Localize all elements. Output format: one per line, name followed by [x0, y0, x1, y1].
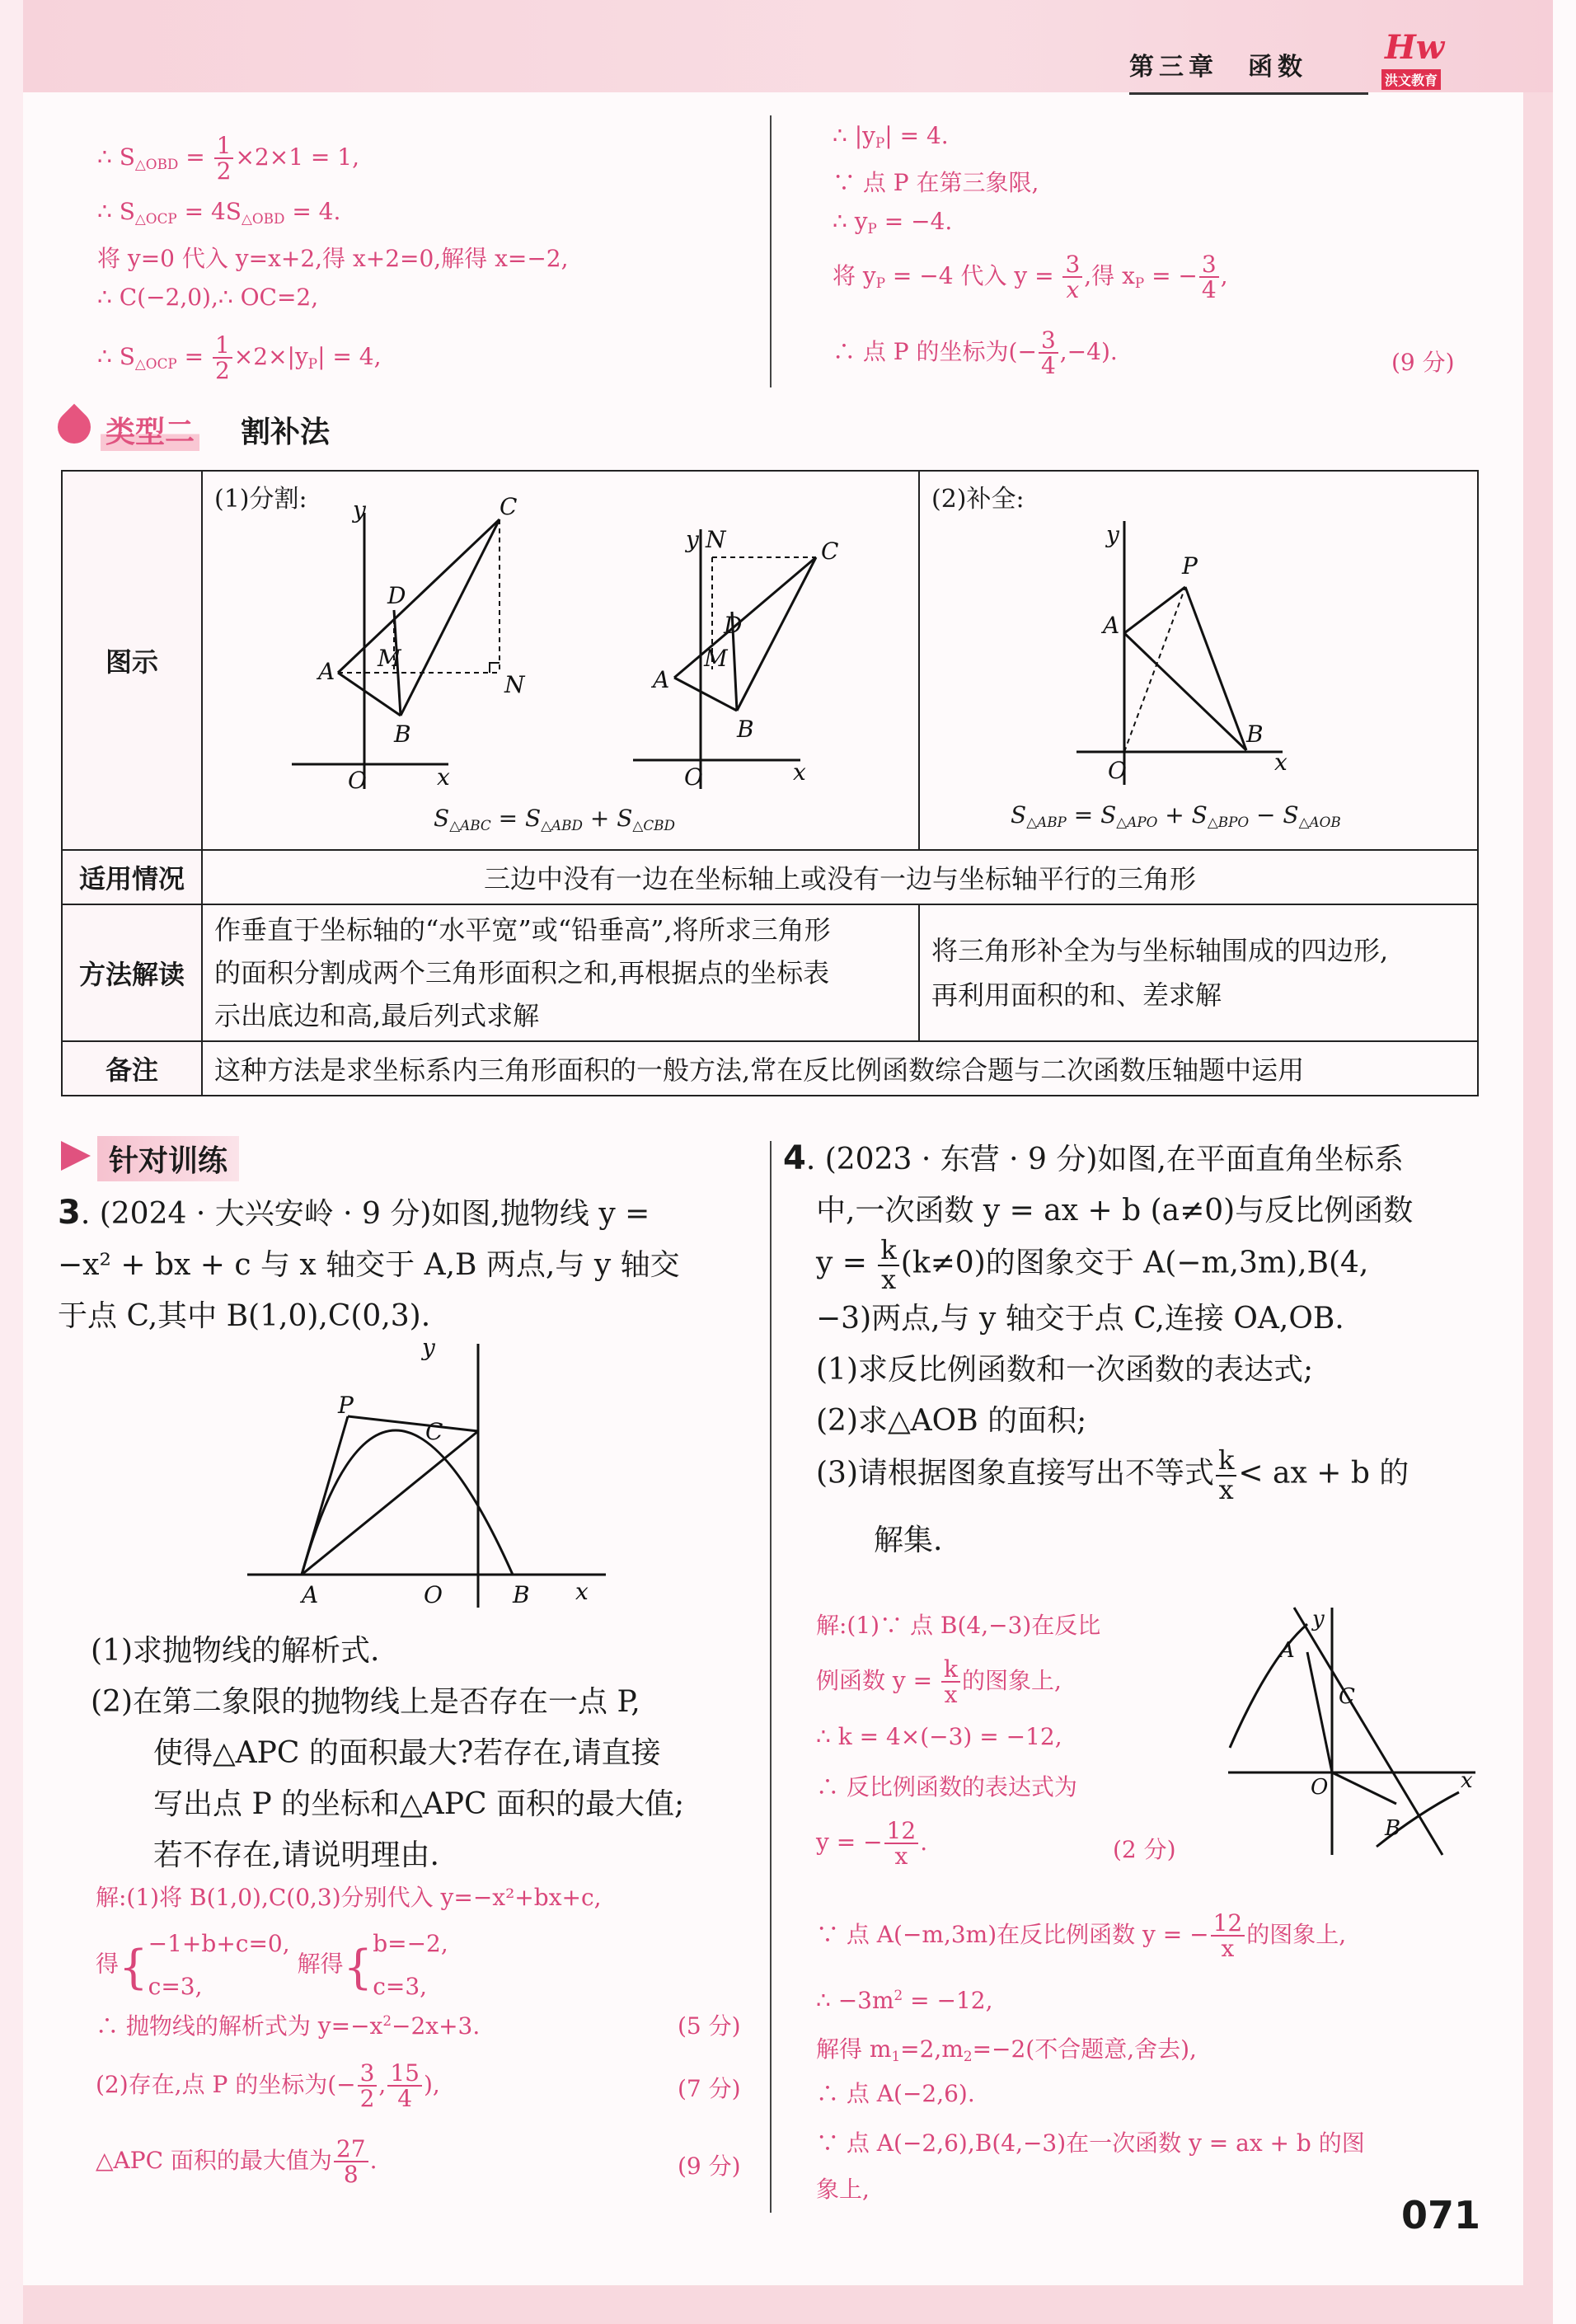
method-left: [202, 904, 919, 1041]
q4-line-7: (3)请根据图象直接写出不等式 $\frac{k}{x}$ < ax + b 的: [816, 1444, 1409, 1505]
q3-line-1: 3. (2024 · 大兴安岭 · 9 分)如图,抛物线 y =: [58, 1194, 650, 1232]
bottom-band: [23, 2285, 1553, 2324]
table-row-applicable: [62, 850, 1478, 904]
fig2-label-m: M: [704, 645, 728, 672]
top-right-score: (9 分): [1391, 349, 1455, 376]
fig1-label-y: y: [353, 496, 366, 523]
q4-label-y: y: [1312, 1607, 1325, 1631]
q4-sol-2: 例函数 y = $\frac{k}{x}$ 的图象上,: [816, 1655, 1062, 1709]
logo-mark: Hw: [1385, 28, 1445, 67]
q4-sol-6: ∵ 点 A(−m,3m)在反比例函数 y = − $\frac{12}{x}$ 的图象上,: [816, 1909, 1347, 1963]
q3-sol-3: ∴ 抛物线的解析式为 $y=-x^2-2x+3$.: [96, 2012, 481, 2040]
fig1-side-ab: [338, 673, 401, 716]
top-right-line-2: ∵ 点 P 在第三象限,: [833, 169, 1039, 196]
fig3-dash-op: [1124, 587, 1185, 752]
fig1-label-n: N: [504, 671, 525, 698]
fig3-label-p: P: [1182, 552, 1198, 580]
q3-part-1: (1)求抛物线的解析式.: [91, 1634, 380, 1668]
q4-label-b: B: [1385, 1816, 1401, 1841]
q3-label-c: C: [425, 1418, 443, 1445]
fig2-label-d: D: [724, 612, 743, 639]
q4-sol-1: 解:(1)∵ 点 B(4,−3)在反比: [816, 1612, 1101, 1639]
logo-text: 洪文教育: [1381, 69, 1441, 90]
method-left-line-3: 示出底边和高,最后列式求解: [214, 1000, 540, 1031]
page-number: 071: [1401, 2193, 1481, 2237]
fig2-side-ac: [674, 557, 816, 678]
q4-label-o: O: [1311, 1775, 1329, 1800]
q4-sol-5: y = − $\frac{12}{x}$ .: [816, 1817, 928, 1871]
top-right-line-4: 将 $y_P = -4$ 代入 y = $\frac{3}{x}$ ,得 $x_P$ = − $\frac{3}{4}$ ,: [833, 251, 1228, 304]
publisher-logo: [1377, 28, 1475, 91]
q3-line-2: −x² + bx + c 与 x 轴交于 A,B 两点,与 y 轴交: [58, 1248, 680, 1282]
q4-line-8: 解集.: [874, 1524, 943, 1558]
fig1-side-ac: [338, 519, 500, 673]
split-formula: $S_{\triangle ABC} = S_{\triangle ABD} + S_{\triangle CBD}$: [434, 805, 675, 834]
fig2-label-x: x: [793, 758, 806, 786]
q3-line-3: 于点 C,其中 B(1,0),C(0,3).: [58, 1299, 431, 1333]
header-rule: [1129, 92, 1368, 95]
q4-line-6: (2)求△AOB 的面积;: [816, 1404, 1087, 1439]
top-column-divider: [770, 115, 772, 387]
q3-part-2-line-4: 若不存在,请说明理由.: [153, 1838, 439, 1872]
fig2-label-c: C: [821, 538, 839, 565]
split-label: (1)分割:: [214, 485, 307, 514]
method-left-line-1: 作垂直于坐标轴的“水平宽”或“铅垂高”,将所求三角形: [214, 914, 831, 946]
note-text: 这种方法是求坐标系内三角形面积的一般方法,常在反比例函数综合题与二次函数压轴题中运用: [202, 1041, 1478, 1096]
fig3-side-ab: [1124, 633, 1246, 750]
method-right: [919, 904, 1478, 1041]
q3-sol-2: 得{−1+b+c=0, c=3, 解得{b=−2, c=3,: [96, 1930, 448, 2000]
q4-line-1: 4. (2023 · 东营 · 9 分)如图,在平面直角坐标系: [783, 1139, 1404, 1177]
top-left-line-4: ∴ C(−2,0),∴ OC=2,: [97, 284, 319, 311]
q4-line-1-text: (2023 · 东营 · 9 分)如图,在平面直角坐标系: [824, 1143, 1404, 1176]
split-cell: [202, 471, 919, 850]
top-left-line-2: ∴ $S_{\triangle OCP} = 4S_{\triangle OBD} = 4$.: [97, 198, 341, 228]
practice-banner: [61, 1136, 284, 1176]
top-left-line-1: ∴ $S_{\triangle OBD}$ = $\frac{1}{2}$ ×2×1 = 1,: [97, 132, 359, 185]
table-row-figure: [62, 471, 1478, 850]
top-right-line-5: ∴ 点 P 的坐标为(− $\frac{3}{4}$ ,−4).: [833, 326, 1118, 380]
q4-line-2: 中,一次函数 y = ax + b (a≠0)与反比例函数: [816, 1194, 1414, 1228]
q3-sol-1: 解:(1)将 B(1,0),C(0,3)分别代入 y=−x²+bx+c,: [96, 1884, 602, 1911]
practice-label: 针对训练: [97, 1136, 239, 1181]
fig2-side-ab: [674, 678, 737, 711]
q3-parabola: [302, 1430, 513, 1575]
q3-part-2: (2)在第二象限的抛物线上是否存在一点 P,: [91, 1685, 640, 1719]
q4-sol-9: ∴ 点 A(−2,6).: [816, 2080, 975, 2107]
fig1-label-c: C: [500, 493, 518, 520]
fig2-label-a: A: [653, 666, 670, 693]
q4-stem: [783, 1133, 1484, 1566]
top-right-line-3: ∴ $y_P = -4$.: [833, 208, 953, 237]
table-row-method: [62, 904, 1478, 1041]
q4-sol-11: 象上,: [816, 2176, 870, 2203]
q4-sol-3: ∴ k = 4×(−3) = −12,: [816, 1723, 1062, 1750]
fig1-label-x: x: [437, 763, 450, 791]
method-table: [61, 470, 1479, 1096]
q4-line-3: y = $\frac{k}{x}$ (k≠0)的图象交于 A(−m,3m),B(4,: [816, 1234, 1369, 1295]
fig1-label-m: M: [378, 645, 401, 672]
q3-sol-3-score: (5 分): [678, 2012, 741, 2040]
split-figures: [203, 472, 918, 849]
q4-label-x: x: [1461, 1768, 1473, 1793]
fig2-label-y: y: [686, 526, 699, 553]
fig3-side-ap: [1124, 587, 1185, 633]
q3-sol-5: △APC 面积的最大值为 $\frac{27}{8}$ .: [96, 2135, 378, 2189]
fig1-label-o: O: [348, 767, 367, 794]
q3-parts: [91, 1626, 767, 1881]
complete-label: (2)补全:: [931, 485, 1025, 514]
q3-line-ap: [302, 1416, 348, 1575]
q3-part-2-line-2: 使得△APC 的面积最大?若存在,请直接: [153, 1736, 661, 1770]
q4-sol-7: ∴ $-3m^2 = -12$,: [816, 1987, 993, 2015]
q3-label-o: O: [424, 1581, 443, 1608]
fig3-label-o: O: [1108, 757, 1127, 784]
fig1-label-a: A: [318, 658, 335, 685]
q3-part-2-line-3: 写出点 P 的坐标和△APC 面积的最大值;: [153, 1787, 685, 1821]
fig2-label-n: N: [706, 526, 726, 553]
q4-segment-ob: [1332, 1772, 1396, 1804]
row-label-applicable: 适用情况: [62, 850, 202, 904]
fig2-label-o: O: [684, 763, 703, 791]
q3-line-1-text: (2024 · 大兴安岭 · 9 分)如图,抛物线 y =: [99, 1197, 650, 1231]
fig1-right-angle: [490, 663, 500, 673]
q4-sol-10: ∵ 点 A(−2,6),B(4,−3)在一次函数 y = ax + b 的图: [816, 2129, 1365, 2157]
q4-sol-4: ∴ 反比例函数的表达式为: [816, 1773, 1077, 1801]
q4-sol-5-score: (2 分): [1113, 1836, 1176, 1863]
bottom-column-divider: [770, 1141, 772, 2213]
fig1-label-d: D: [387, 582, 406, 609]
row-label-method: 方法解读: [62, 904, 202, 1041]
complete-figure: [920, 472, 1477, 849]
q3-sol-4: (2)存在,点 P 的坐标为(− $\frac{3}{2}$ , $\frac{15}{4}$ ),: [96, 2059, 440, 2113]
top-right-line-1: ∴ $|y_P| = 4$.: [833, 122, 949, 152]
table-row-note: [62, 1041, 1478, 1096]
q3-sol-4-score: (7 分): [678, 2075, 741, 2102]
complete-cell: [919, 471, 1478, 850]
fig2-label-b: B: [737, 716, 754, 743]
drop-icon: [51, 404, 98, 451]
q4-line-5: (1)求反比例函数和一次函数的表达式;: [816, 1353, 1314, 1387]
type-title: 割补法: [241, 416, 331, 449]
fig2-side-bc: [737, 557, 816, 711]
top-left-line-5: ∴ $S_{\triangle OCP}$ = $\frac{1}{2}$ $\times 2\times|y_P| = 4$,: [97, 331, 382, 385]
q4-line-ab: [1294, 1608, 1442, 1855]
q4-figure: [1212, 1591, 1492, 1863]
method-right-line-1: 将三角形补全为与坐标轴围成的四边形,: [931, 935, 1389, 966]
row-label-note: 备注: [62, 1041, 202, 1096]
fig3-side-pb: [1185, 587, 1246, 750]
q4-number: 4: [783, 1139, 806, 1177]
page-header: [1129, 28, 1525, 88]
q4-label-a: A: [1279, 1638, 1295, 1663]
row-label-figure: 图示: [62, 471, 202, 850]
complete-formula: $S_{\triangle ABP} = S_{\triangle APO} + S_{\triangle BPO} - S_{\triangle AOB}$: [1011, 801, 1341, 831]
fig1-side-bc: [401, 519, 500, 716]
fig3-label-b: B: [1246, 721, 1264, 748]
type-tag: [58, 404, 223, 450]
q3-label-a: A: [302, 1581, 319, 1608]
q3-number: 3: [58, 1194, 81, 1232]
method-left-line-2: 的面积分割成两个三角形面积之和,再根据点的坐标表: [214, 957, 830, 988]
chapter-title: 第三章 函数: [1129, 53, 1307, 82]
q3-sol-5-score: (9 分): [678, 2153, 741, 2180]
type-tag-label: 类型二: [101, 409, 199, 451]
q4-hyperbola-left: [1230, 1624, 1307, 1748]
arrow-icon: [61, 1141, 91, 1171]
q3-label-p: P: [338, 1392, 354, 1419]
fig3-label-x: x: [1274, 749, 1288, 776]
q4-segment-oa: [1307, 1652, 1332, 1772]
q3-line-pc: [348, 1416, 478, 1431]
right-margin-band: [1523, 92, 1553, 2285]
fig3-labels: [1100, 521, 1288, 784]
q4-sol-8: 解得 $m_1=2,m_2=-2$(不合题意,舍去),: [816, 2035, 1197, 2065]
q3-label-x: x: [575, 1578, 589, 1605]
q3-stem: [58, 1187, 758, 1342]
fig1-labels: [316, 493, 526, 794]
q4-label-c: C: [1339, 1684, 1355, 1709]
left-margin-band: [0, 0, 23, 2324]
applicable-text: 三边中没有一边在坐标轴上或没有一边与坐标轴平行的三角形: [202, 850, 1478, 904]
q4-line-4: −3)两点,与 y 轴交于点 C,连接 OA,OB.: [816, 1302, 1344, 1336]
fig1-label-b: B: [394, 721, 411, 748]
fig3-label-y: y: [1106, 521, 1119, 548]
method-right-line-2: 再利用面积的和、差求解: [931, 979, 1222, 1011]
q3-label-y: y: [422, 1336, 435, 1361]
q3-figure: [239, 1336, 618, 1616]
fig3-label-a: A: [1103, 612, 1120, 639]
q3-line-ac: [302, 1431, 478, 1575]
top-left-line-3: 将 y=0 代入 y=x+2,得 x+2=0,解得 x=−2,: [97, 245, 569, 272]
q3-label-b: B: [513, 1581, 530, 1608]
